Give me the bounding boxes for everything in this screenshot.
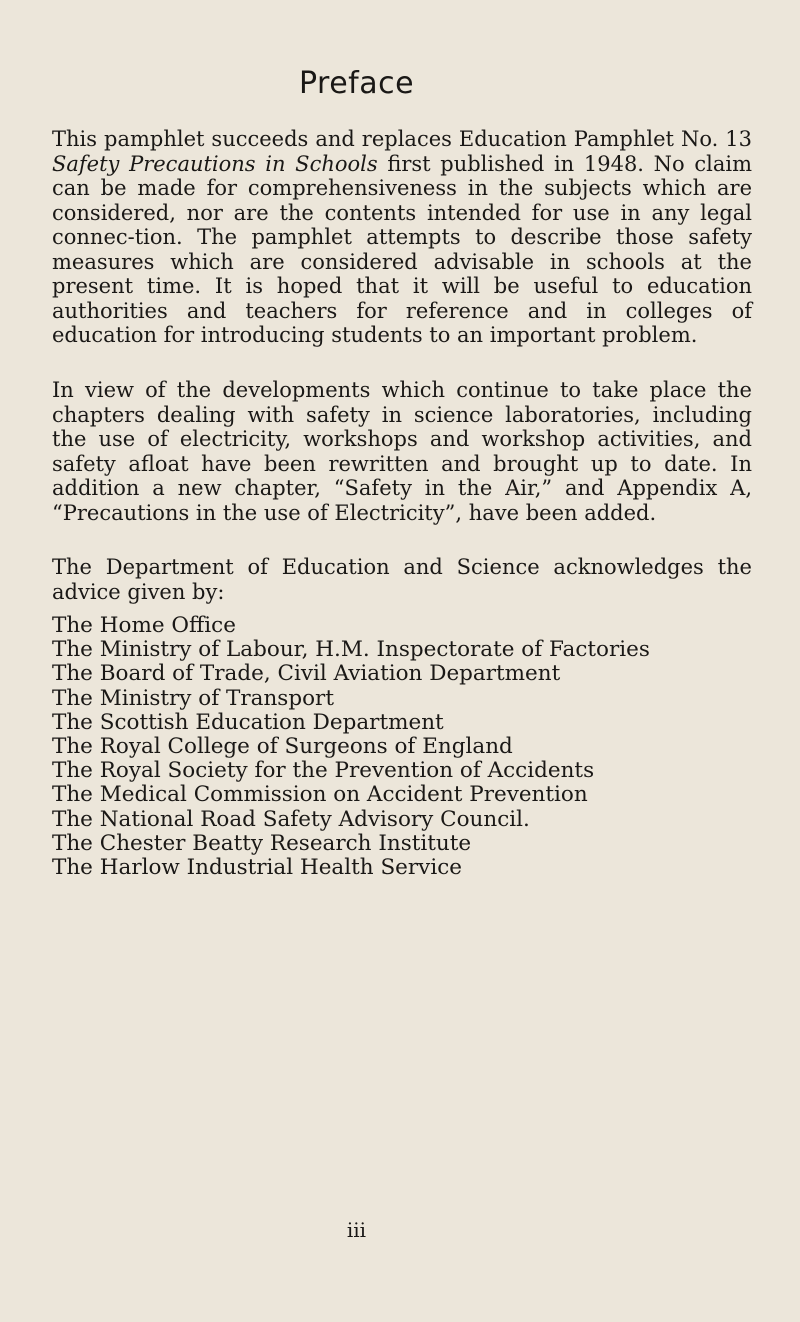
list-item: The Scottish Education Department	[52, 709, 444, 735]
paragraph-lead-text: This pamphlet succeeds and replaces Education Pamphlet No. 13	[52, 127, 752, 151]
list-item: The Ministry of Transport	[52, 685, 334, 711]
list-item: The Ministry of Labour, H.M. Inspectorate of Factories	[52, 637, 650, 663]
list-item: The Chester Beatty Research Institute	[52, 830, 472, 856]
list-item: The Royal College of Surgeons of England	[52, 734, 513, 760]
preface-paragraph-updates: In view of the developments which continue to take place the chapters dealing with safety in science laboratories, including the use of electricity, workshops and workshop activities, and safety afloat have been rewritten and brought up to date. In addition a new chapter, “Safety in the Air,” and Appendix A, “Precautions in the use of Electricity”, have been added.	[52, 378, 752, 525]
list-item: The Home Office	[52, 613, 236, 638]
pamphlet-title-italic: Safety Precautions in Schools	[52, 151, 378, 176]
list-item: The Medical Commission on Accident Prevention	[52, 782, 588, 808]
list-item: The Royal Society for the Prevention of Accidents	[52, 758, 595, 784]
page-title: Preface	[298, 66, 415, 101]
list-item: The Board of Trade, Civil Aviation Department	[52, 661, 561, 687]
paragraph-rest-text: first published in 1948. No claim can be made for comprehensiveness in the subjects which are considered, nor are the contents intended for use in any legal connec-tion. The pamphlet attempts to describe those safety measures which are considered advisable in schools at the present time. It is hoped that it will be useful to education authorities and teachers for reference and in colleges of education for introducing students to an important problem.	[52, 151, 752, 347]
acknowledgements-list	[52, 614, 650, 880]
preface-paragraph-intro	[52, 127, 752, 348]
page-number: iii	[346, 1218, 367, 1242]
list-item: The Harlow Industrial Health Service	[52, 855, 462, 881]
preface-paragraph-acknowledgement: The Department of Education and Science acknowledges the advice given by:	[52, 555, 752, 604]
list-item: The National Road Safety Advisory Council.	[52, 806, 530, 832]
